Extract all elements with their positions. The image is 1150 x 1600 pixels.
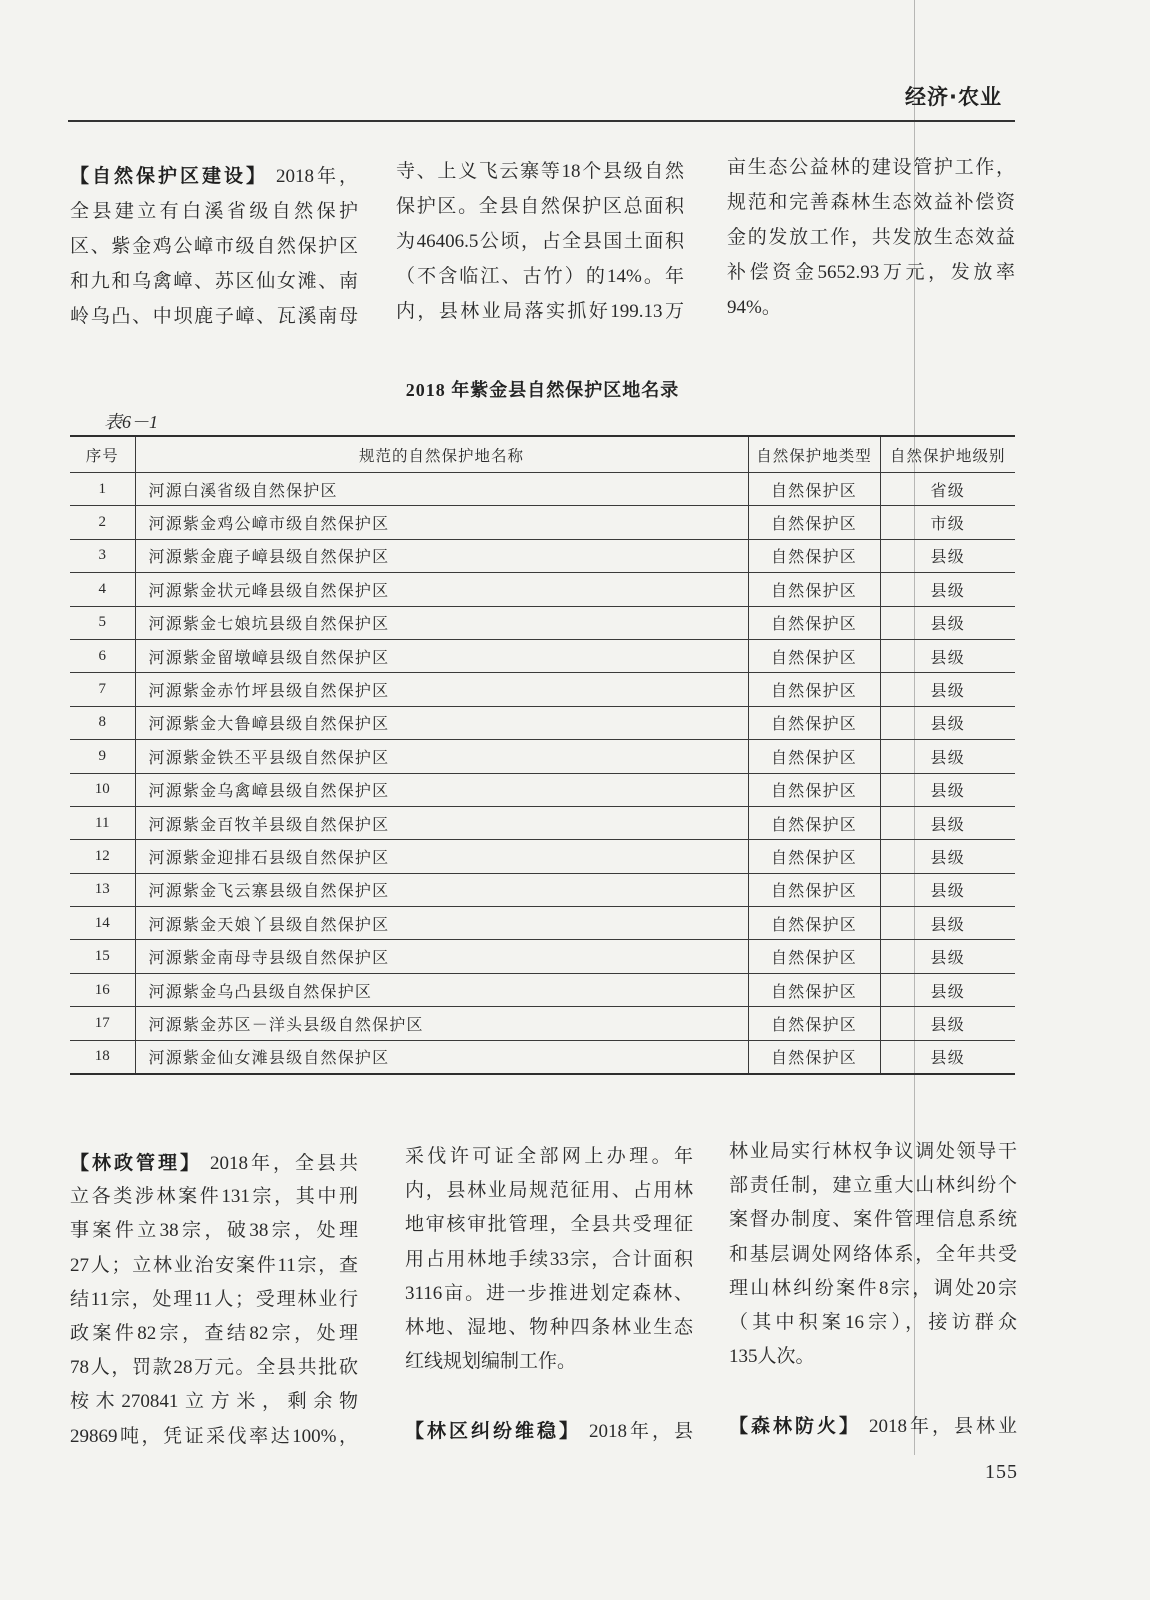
text-line <box>729 1409 1017 1443</box>
text-line: 地审核审批管理，全县共受理征 <box>405 1214 693 1236</box>
line-text: 2018年，全县共 <box>209 1153 358 1174</box>
text-line: 寺、上义飞云寨等18个县级自然 <box>396 161 684 182</box>
row-number-cell: 12 <box>70 840 135 873</box>
reserve-level-cell: 县级 <box>880 539 1015 572</box>
text-line: 27人；立林业治安案件11宗，查 <box>70 1254 358 1276</box>
table-row <box>70 1040 1015 1074</box>
row-number-cell: 7 <box>70 673 135 706</box>
reserve-level-cell: 县级 <box>880 840 1015 873</box>
table-row <box>70 1007 1015 1040</box>
table-row <box>70 873 1015 906</box>
text-line: （不含临江、古竹）的14%。年 <box>396 266 684 287</box>
nature-reserve-table <box>70 435 1015 1075</box>
reserve-level-cell: 县级 <box>880 740 1015 773</box>
text-line: 岭乌凸、中坝鹿子嶂、瓦溪南母 <box>70 306 358 327</box>
text-line: 采伐许可证全部网上办理。年 <box>405 1146 693 1167</box>
text-line: 用占用林地手续33宗，合计面积 <box>405 1248 693 1270</box>
line-text: 2018年，县 <box>588 1420 693 1442</box>
table-row <box>70 606 1015 639</box>
reserve-level-cell: 县级 <box>880 973 1015 1006</box>
table-label: 表6－1 <box>104 412 158 432</box>
row-number-cell: 10 <box>70 773 135 806</box>
top-text-column-2 <box>396 154 684 329</box>
header-name: 规范的自然保护地名称 <box>135 436 748 473</box>
header-index: 序号 <box>70 436 135 473</box>
text-line: 案督办制度、案件管理信息系统 <box>729 1209 1017 1231</box>
line-text: 2018年，县林业 <box>868 1415 1017 1437</box>
reserve-name-cell: 河源紫金百牧羊县级自然保护区 <box>135 806 748 839</box>
text-line: 和基层调处网络体系，全年共受 <box>729 1243 1017 1265</box>
header-type: 自然保护地类型 <box>748 436 880 473</box>
text-line: 区、紫金鸡公嶂市级自然保护区 <box>70 236 358 257</box>
reserve-type-cell: 自然保护区 <box>748 1040 880 1074</box>
reserve-name-cell: 河源紫金铁丕平县级自然保护区 <box>135 740 748 773</box>
reserve-level-cell: 省级 <box>880 473 1015 506</box>
reserve-level-cell: 县级 <box>880 940 1015 973</box>
table-title: 2018 年紫金县自然保护区地名录 <box>405 380 680 400</box>
text-line: 内，县林业局规范征用、占用林 <box>405 1180 693 1202</box>
text-line: 林地、湿地、物种四条林业生态 <box>405 1316 693 1338</box>
reserve-name-cell: 河源紫金苏区－洋头县级自然保护区 <box>135 1007 748 1040</box>
row-number-cell: 3 <box>70 539 135 572</box>
reserve-name-cell: 河源紫金迎排石县级自然保护区 <box>135 840 748 873</box>
reserve-type-cell: 自然保护区 <box>748 606 880 639</box>
text-line: 为46406.5公顷，占全县国土面积 <box>396 231 684 252</box>
reserve-type-cell: 自然保护区 <box>748 473 880 506</box>
text-line: 林业局实行林权争议调处领导干 <box>729 1141 1017 1162</box>
text-line: 理山林纠纷案件8宗，调处20宗 <box>729 1277 1017 1299</box>
section-heading: 【林政管理】 <box>70 1152 202 1174</box>
text-line: 亩生态公益林的建设管护工作， <box>727 157 1015 178</box>
row-number-cell: 14 <box>70 907 135 940</box>
reserve-type-cell: 自然保护区 <box>748 873 880 906</box>
text-line: （其中积案16宗），接访群众 <box>729 1311 1017 1333</box>
text-line <box>70 1146 358 1180</box>
reserve-name-cell: 河源紫金南母寺县级自然保护区 <box>135 940 748 973</box>
bottom-text-column-2 <box>405 1140 693 1448</box>
table-row <box>70 639 1015 672</box>
table-row <box>70 773 1015 806</box>
table-row <box>70 806 1015 839</box>
reserve-type-cell: 自然保护区 <box>748 673 880 706</box>
reserve-type-cell: 自然保护区 <box>748 506 880 539</box>
reserve-name-cell: 河源紫金赤竹坪县级自然保护区 <box>135 673 748 706</box>
reserve-level-cell: 县级 <box>880 1040 1015 1074</box>
text-line: 和九和乌禽嶂、苏区仙女滩、南 <box>70 271 358 292</box>
reserve-name-cell: 河源紫金鹿子嶂县级自然保护区 <box>135 539 748 572</box>
reserve-level-cell: 市级 <box>880 506 1015 539</box>
reserve-type-cell: 自然保护区 <box>748 639 880 672</box>
header-level: 自然保护地级别 <box>880 436 1015 473</box>
text-line: 全县建立有白溪省级自然保护 <box>70 201 358 222</box>
reserve-level-cell: 县级 <box>880 1007 1015 1040</box>
section-heading: 【林区纠纷维稳】 <box>405 1419 581 1442</box>
text-line <box>70 159 358 194</box>
row-number-cell: 8 <box>70 706 135 739</box>
table-row <box>70 740 1015 773</box>
table-row <box>70 573 1015 606</box>
text-line: 29869吨，凭证采伐率达100%， <box>70 1425 358 1447</box>
text-line: 立各类涉林案件131宗，其中刑 <box>70 1186 358 1208</box>
reserve-level-cell: 县级 <box>880 639 1015 672</box>
text-line: 内，县林业局落实抓好199.13万 <box>396 301 684 322</box>
table-row <box>70 706 1015 739</box>
reserve-type-cell: 自然保护区 <box>748 973 880 1006</box>
row-number-cell: 1 <box>70 473 135 506</box>
bottom-text-column-3 <box>729 1135 1017 1443</box>
text-line: 政案件82宗，查结82宗，处理 <box>70 1322 358 1344</box>
reserve-type-cell: 自然保护区 <box>748 773 880 806</box>
section-heading: 【自然保护区建设】 <box>70 165 268 187</box>
row-number-cell: 5 <box>70 606 135 639</box>
top-text-column-3 <box>727 150 1015 325</box>
row-number-cell: 2 <box>70 506 135 539</box>
text-line: 结11宗，处理11人；受理林业行 <box>70 1288 358 1310</box>
reserve-name-cell: 河源紫金七娘坑县级自然保护区 <box>135 606 748 639</box>
reserve-type-cell: 自然保护区 <box>748 539 880 572</box>
reserve-level-cell: 县级 <box>880 907 1015 940</box>
text-line: 保护区。全县自然保护区总面积 <box>396 196 684 217</box>
reserve-type-cell: 自然保护区 <box>748 806 880 839</box>
row-number-cell: 15 <box>70 940 135 973</box>
table-row <box>70 907 1015 940</box>
reserve-level-cell: 县级 <box>880 706 1015 739</box>
header-rule <box>68 120 1015 122</box>
paragraph-gap <box>405 1379 693 1413</box>
reserve-level-cell: 县级 <box>880 806 1015 839</box>
table-row <box>70 506 1015 539</box>
text-line: 部责任制，建立重大山林纠纷个 <box>729 1175 1017 1197</box>
table-row <box>70 673 1015 706</box>
text-line <box>405 1414 693 1448</box>
reserve-name-cell: 河源紫金飞云寨县级自然保护区 <box>135 873 748 906</box>
reserve-name-cell: 河源白溪省级自然保护区 <box>135 473 748 506</box>
reserve-type-cell: 自然保护区 <box>748 940 880 973</box>
text-line: 桉木270841立方米，剩余物 <box>70 1391 358 1413</box>
top-text-column-1 <box>70 159 358 334</box>
row-number-cell: 11 <box>70 806 135 839</box>
row-number-cell: 17 <box>70 1007 135 1040</box>
reserve-level-cell: 县级 <box>880 606 1015 639</box>
table-row <box>70 973 1015 1006</box>
table-row <box>70 840 1015 873</box>
line-text: 2018年， <box>275 166 358 187</box>
text-line: 135人次。 <box>729 1346 815 1368</box>
reserve-name-cell: 河源紫金大鲁嶂县级自然保护区 <box>135 706 748 739</box>
reserve-type-cell: 自然保护区 <box>748 740 880 773</box>
reserve-level-cell: 县级 <box>880 573 1015 606</box>
text-line: 3116亩。进一步推进划定森林、 <box>405 1282 693 1304</box>
reserve-level-cell: 县级 <box>880 773 1015 806</box>
table-row <box>70 940 1015 973</box>
text-line: 红线规划编制工作。 <box>405 1351 577 1373</box>
paragraph-gap <box>729 1374 1017 1408</box>
row-number-cell: 16 <box>70 973 135 1006</box>
row-number-cell: 18 <box>70 1040 135 1074</box>
row-number-cell: 4 <box>70 573 135 606</box>
text-line: 事案件立38宗，破38宗，处理 <box>70 1220 358 1242</box>
table-row <box>70 473 1015 506</box>
running-head: 经济·农业 <box>905 85 1002 109</box>
text-line: 补偿资金5652.93万元，发放率 <box>727 262 1015 283</box>
reserve-name-cell: 河源紫金天娘丫县级自然保护区 <box>135 907 748 940</box>
reserve-type-cell: 自然保护区 <box>748 907 880 940</box>
reserve-name-cell: 河源紫金留墩嶂县级自然保护区 <box>135 639 748 672</box>
reserve-type-cell: 自然保护区 <box>748 840 880 873</box>
section-heading: 【森林防火】 <box>729 1414 861 1437</box>
page-number: 155 <box>985 1461 1018 1483</box>
reserve-level-cell: 县级 <box>880 873 1015 906</box>
reserve-level-cell: 县级 <box>880 673 1015 706</box>
reserve-name-cell: 河源紫金状元峰县级自然保护区 <box>135 573 748 606</box>
reserve-name-cell: 河源紫金鸡公嶂市级自然保护区 <box>135 506 748 539</box>
row-number-cell: 9 <box>70 740 135 773</box>
reserve-type-cell: 自然保护区 <box>748 573 880 606</box>
table-row <box>70 539 1015 572</box>
reserve-type-cell: 自然保护区 <box>748 1007 880 1040</box>
text-line: 94%。 <box>727 297 781 318</box>
reserve-name-cell: 河源紫金仙女滩县级自然保护区 <box>135 1040 748 1074</box>
text-line: 金的发放工作，共发放生态效益 <box>727 227 1015 248</box>
reserve-name-cell: 河源紫金乌禽嶂县级自然保护区 <box>135 773 748 806</box>
table-header-row <box>70 436 1015 473</box>
bottom-text-column-1 <box>70 1146 358 1454</box>
reserve-type-cell: 自然保护区 <box>748 706 880 739</box>
row-number-cell: 6 <box>70 639 135 672</box>
text-line: 78人，罚款28万元。全县共批砍 <box>70 1357 358 1379</box>
reserve-name-cell: 河源紫金乌凸县级自然保护区 <box>135 973 748 1006</box>
row-number-cell: 13 <box>70 873 135 906</box>
text-line: 规范和完善森林生态效益补偿资 <box>727 192 1015 213</box>
